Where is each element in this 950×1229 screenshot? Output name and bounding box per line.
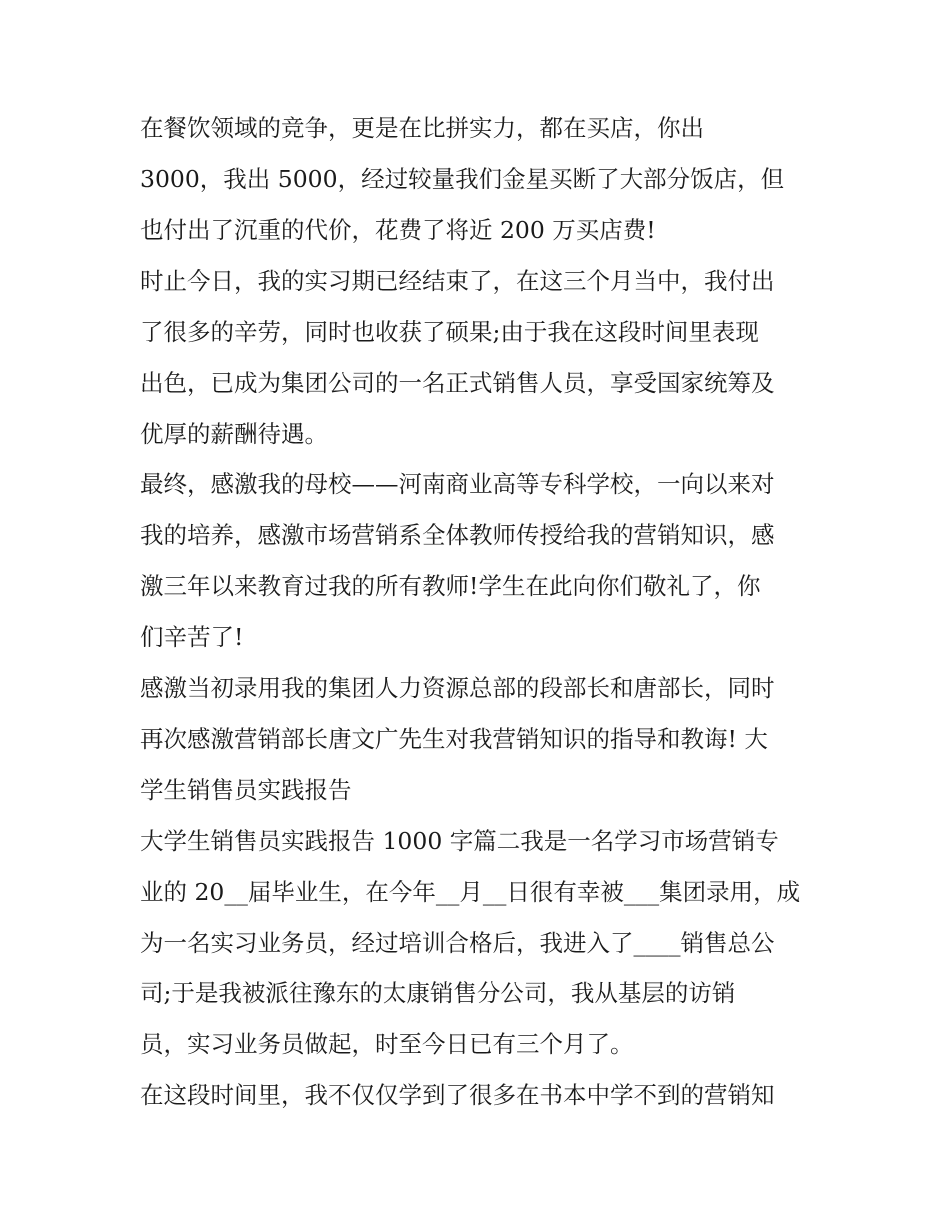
- text-line-13: 再次感激营销部长唐文广先生对我营销知识的指导和教诲! 大: [140, 725, 768, 753]
- text-line-5: 了很多的辛劳，同时也收获了硕果;由于我在这段时间里表现: [140, 318, 759, 346]
- text-line-7: 优厚的薪酬待遇。: [140, 420, 328, 448]
- text-line-12: 感激当初录用我的集团人力资源总部的段部长和唐部长，同时: [140, 674, 775, 702]
- text-line-19: 员，实习业务员做起，时至今日已有三个月了。: [140, 1030, 634, 1058]
- text-line-6: 出色，已成为集团公司的一名正式销售人员，享受国家统筹及: [140, 369, 775, 397]
- text-line-1: 在餐饮领域的竞争，更是在比拼实力，都在买店，你出: [140, 114, 704, 142]
- text-line-9: 我的培养，感激市场营销系全体教师传授给我的营销知识，感: [140, 521, 775, 549]
- text-line-3: 也付出了沉重的代价，花费了将近 200 万买店费!: [140, 216, 656, 244]
- text-line-8: 最终，感激我的母校——河南商业高等专科学校，一向以来对: [140, 470, 775, 498]
- text-line-20: 在这段时间里，我不仅仅学到了很多在书本中学不到的营销知: [140, 1081, 775, 1109]
- text-line-15: 大学生销售员实践报告 1000 字篇二我是一名学习市场营销专: [140, 827, 779, 855]
- text-line-4: 时止今日，我的实习期已经结束了，在这三个月当中，我付出: [140, 267, 775, 295]
- text-line-10: 激三年以来教育过我的所有教师!学生在此向你们敬礼了，你: [140, 572, 761, 600]
- text-line-2: 3000，我出 5000，经过较量我们金星买断了大部分饭店，但: [140, 165, 785, 193]
- text-line-11: 们辛苦了!: [140, 623, 244, 651]
- text-line-18: 司;于是我被派往豫东的太康销售分公司，我从基层的访销: [140, 979, 736, 1007]
- text-line-17: 为一名实习业务员，经过培训合格后，我进入了____销售总公: [140, 929, 775, 957]
- text-line-16: 业的 20__届毕业生，在今年__月__日很有幸被___集团录用，成: [140, 878, 801, 906]
- text-line-14: 学生销售员实践报告: [140, 776, 352, 804]
